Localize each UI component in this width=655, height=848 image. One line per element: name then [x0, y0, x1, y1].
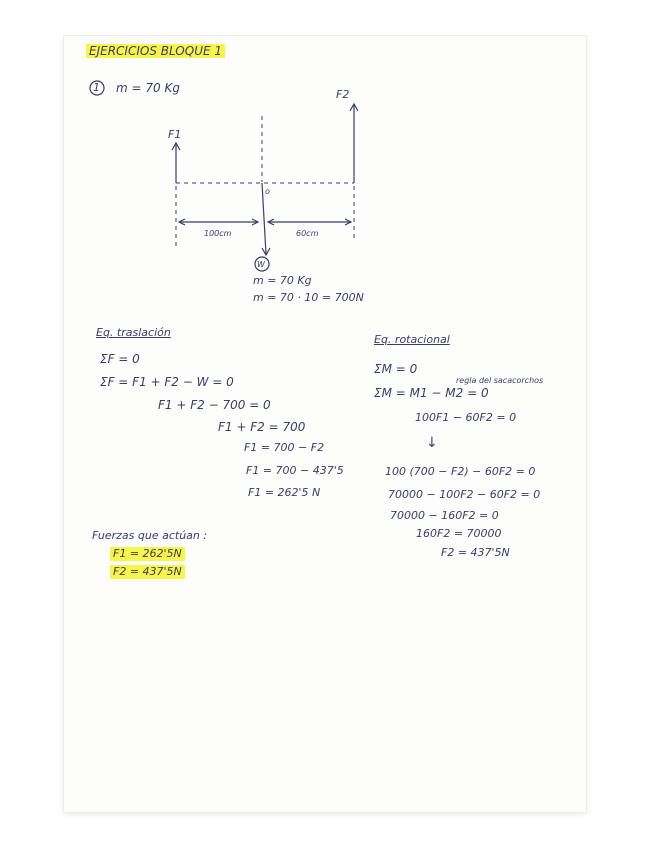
distance-right-label: 60cm	[296, 229, 319, 238]
traslacion-line-2: ΣF = F1 + F2 − W = 0	[100, 375, 234, 389]
traslacion-line-7: F1 = 262'5 N	[248, 486, 321, 499]
rotacional-line-3: 100F1 − 60F2 = 0	[415, 411, 517, 424]
weight-note-1: m = 70 Kg	[253, 274, 312, 287]
page-title: EJERCICIOS BLOQUE 1	[86, 44, 225, 58]
traslacion-heading: Eq. traslación	[96, 326, 171, 339]
rotacional-line-6: 70000 − 100F2 − 60F2 = 0	[388, 488, 541, 501]
rotacional-heading: Eq. rotacional	[374, 333, 450, 346]
rotacional-line-2: ΣM = M1 − M2 = 0	[374, 386, 489, 400]
traslacion-line-6: F1 = 700 − 437'5	[246, 464, 344, 477]
problem-mass: m = 70 Kg	[116, 81, 180, 95]
origin-label: o	[265, 187, 270, 196]
fuerza-f1: F1 = 262'5N	[110, 547, 185, 561]
weight-note-2: m = 70 · 10 = 700N	[253, 291, 364, 304]
rotacional-line-8: 160F2 = 70000	[416, 527, 502, 540]
rotacional-note: regla del sacacorchos	[456, 376, 544, 385]
fuerza-f2: F2 = 437'5N	[110, 565, 185, 579]
weight-label: W	[257, 260, 265, 269]
f1-label: F1	[168, 128, 182, 141]
traslacion-line-1: ΣF = 0	[100, 352, 140, 366]
traslacion-line-3: F1 + F2 − 700 = 0	[158, 398, 271, 412]
rotacional-line-1: ΣM = 0	[374, 362, 418, 376]
distance-left-label: 100cm	[204, 229, 232, 238]
fuerzas-heading: Fuerzas que actúan :	[92, 529, 208, 542]
rotacional-arrow: ↓	[426, 435, 438, 451]
rotacional-line-5: 100 (700 − F2) − 60F2 = 0	[385, 465, 536, 478]
traslacion-line-5: F1 = 700 − F2	[244, 441, 325, 454]
rotacional-line-9: F2 = 437'5N	[441, 546, 510, 559]
rotacional-line-7: 70000 − 160F2 = 0	[390, 509, 499, 522]
problem-number: 1	[93, 81, 100, 94]
f2-label: F2	[336, 88, 350, 101]
traslacion-line-4: F1 + F2 = 700	[218, 420, 306, 434]
